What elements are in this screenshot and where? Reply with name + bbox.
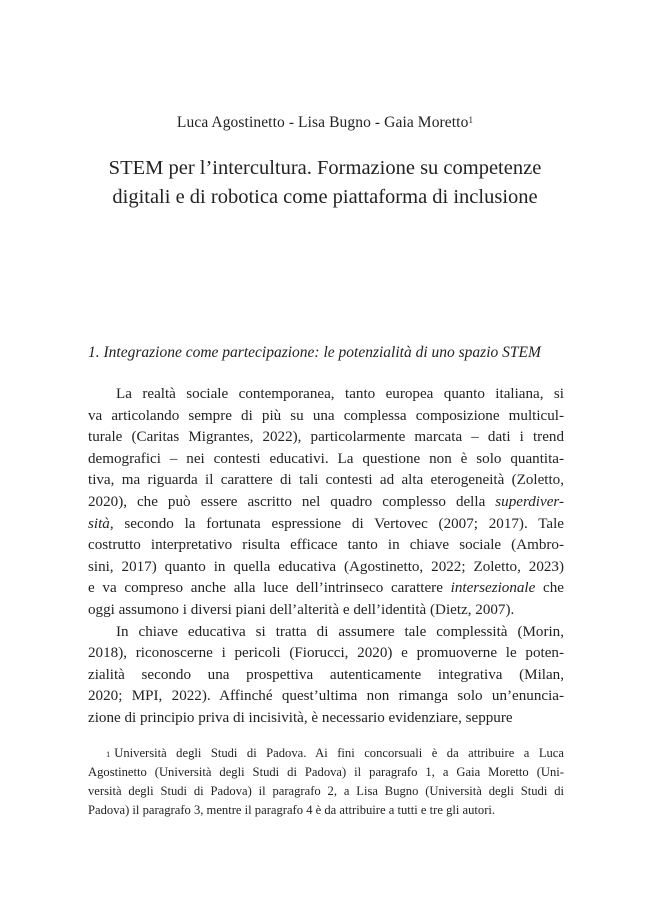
footnote-reference: 1 xyxy=(468,115,474,125)
title-line: digitali e di robotica come piattaforma di inclusione xyxy=(112,186,538,208)
body-text xyxy=(88,384,564,730)
footnote-text: Agostinetto (Università degli Studi di Padova) il paragrafo 1, a Gaia Moretto (Uni- xyxy=(88,765,564,779)
text-line: 2020; MPI, 2022). Affinché quest’ultima non rimanga solo un’enuncia- xyxy=(88,688,564,705)
text-run: 2020), che può essere ascritto nel quadro complesso della xyxy=(88,493,496,510)
emphasized-term: intersezionale xyxy=(450,580,536,597)
text-line: tiva, ma riguarda il carattere di tali contesti ad alta eterogeneità (Zoletto, xyxy=(88,472,564,489)
footnote-line xyxy=(88,763,564,782)
author-names: Luca Agostinetto - Lisa Bugno - Gaia Moretto xyxy=(176,114,469,131)
text-line xyxy=(88,514,564,536)
footnote-line xyxy=(88,744,564,763)
text-line: La realtà sociale contemporanea, tanto europea quanto italiana, si xyxy=(116,386,564,402)
title-line: STEM per l’intercultura. Formazione su competenze xyxy=(108,157,542,179)
text-line: 2018), riconoscerne i pericoli (Fiorucci, 2020) e promuoverne le poten- xyxy=(88,645,564,662)
section-heading: 1. Integrazione come partecipazione: le potenzialità di uno spazio STEM xyxy=(88,344,541,361)
text-line: zione di principio priva di incisività, è necessario evidenziare, seppure xyxy=(88,709,513,726)
emphasized-term: sità xyxy=(88,515,110,532)
text-line xyxy=(88,492,564,514)
emphasized-term: superdiver- xyxy=(495,493,564,510)
text-line: In chiave educativa si tratta di assumere tale complessità (Morin, xyxy=(116,623,564,640)
paper-title xyxy=(60,154,590,212)
text-line: zialità secondo una prospettiva autenticamente integrativa (Milan, xyxy=(88,666,564,683)
paragraph xyxy=(88,622,564,730)
footnote-line xyxy=(88,801,564,820)
text-line: va articolando sempre di più su una complessa composizione multicul- xyxy=(88,407,564,424)
text-run: e va compreso anche alla luce dell’intrinseco carattere xyxy=(88,580,451,597)
footnote-text: Padova) il paragrafo 3, mentre il paragrafo 4 è da attribuire a tutti e tre gli autori. xyxy=(88,803,496,817)
text-run: , secondo la fortunata espressione di Vertovec (2007; 2017). Tale xyxy=(109,515,564,532)
text-line: demografici – nei contesti educativi. La questione non è solo quantita- xyxy=(88,450,564,467)
text-line: turale (Caritas Migrantes, 2022), particolarmente marcata – dati i trend xyxy=(88,429,564,446)
paragraph xyxy=(88,384,564,622)
footnote xyxy=(88,744,564,820)
footnote-text: versità degli Studi di Padova) il paragrafo 2, a Lisa Bugno (Università degli Studi di xyxy=(88,784,564,798)
text-line: sini, 2017) quanto in quella educativa (Agostinetto, 2022; Zoletto, 2023) xyxy=(88,558,564,575)
text-line: oggi assumono i diversi piani dell’alterità e dell’identità (Dietz, 2007). xyxy=(88,601,515,618)
footnote-marker: 1 xyxy=(106,749,111,759)
text-run: che xyxy=(535,580,564,597)
text-line: costrutto interpretativo risulta efficace tanto in chiave sociale (Ambro- xyxy=(88,537,564,554)
footnote-text: Università degli Studi di Padova. Ai fini concorsuali è da attribuire a Luca xyxy=(114,746,564,760)
footnote-line xyxy=(88,782,564,801)
author-line xyxy=(0,114,650,132)
text-line xyxy=(88,578,564,600)
